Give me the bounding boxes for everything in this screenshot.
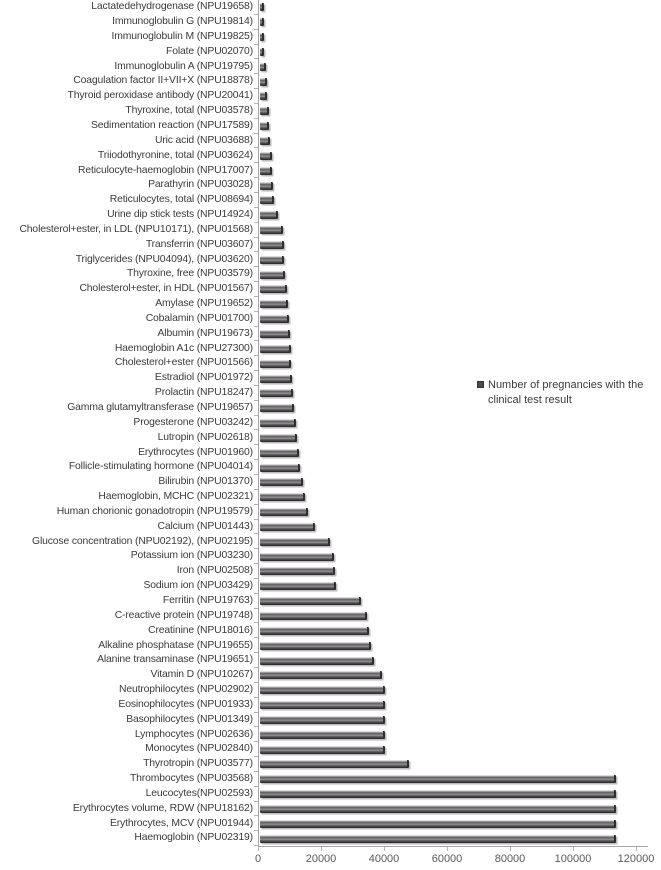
category-label: Haemoglobin, MCHC (NPU02321) (98, 491, 253, 503)
bar-track (260, 698, 648, 713)
bar-track (260, 327, 648, 342)
bar-track (260, 45, 648, 60)
bar-track (260, 460, 648, 475)
bar (260, 686, 385, 694)
bar (260, 375, 292, 383)
bar (260, 92, 267, 100)
category-label: Vitamin D (NPU10267) (150, 669, 253, 681)
category-label: Potassium ion (NPU03230) (130, 550, 253, 562)
x-tick-label: 60000 (431, 853, 463, 865)
category-row (0, 30, 648, 45)
bar (260, 449, 299, 457)
bar-track (260, 134, 648, 149)
bar (260, 627, 369, 635)
category-row (0, 713, 648, 728)
bar-track (260, 564, 648, 579)
category-row (0, 490, 648, 505)
bar-track (260, 757, 648, 772)
category-label: Triglycerides (NPU04094), (NPU03620) (75, 253, 253, 265)
x-tick-mark (510, 847, 511, 851)
bar (260, 731, 385, 739)
bar (260, 701, 385, 709)
category-label: Parathyrin (NPU03028) (148, 179, 253, 191)
bar-track (260, 638, 648, 653)
category-row (0, 104, 648, 119)
category-row (0, 119, 648, 134)
category-row (0, 534, 648, 549)
bar-track (260, 312, 648, 327)
category-row (0, 0, 648, 15)
x-tick-mark (321, 847, 322, 851)
category-label: Thyroxine, free (NPU03579) (126, 268, 253, 280)
category-label: Immunoglobulin A (NPU19795) (114, 60, 253, 72)
category-row (0, 802, 648, 817)
bar (260, 538, 330, 546)
bar-track (260, 148, 648, 163)
bar-track (260, 772, 648, 787)
category-label: Alanine transaminase (NPU19651) (97, 654, 253, 666)
bar (260, 790, 616, 798)
bar-track (260, 238, 648, 253)
bar-track (260, 802, 648, 817)
bar-track (260, 475, 648, 490)
category-row (0, 564, 648, 579)
category-label: Prolactin (NPU18247) (154, 387, 253, 399)
category-row (0, 89, 648, 104)
category-row (0, 252, 648, 267)
category-row (0, 668, 648, 683)
bar (260, 567, 335, 575)
category-row (0, 653, 648, 668)
category-row (0, 772, 648, 787)
bar (260, 137, 270, 145)
category-label: Immunoglobulin G (NPU19814) (112, 16, 253, 28)
bar-track (260, 267, 648, 282)
bar (260, 360, 291, 368)
bar (260, 78, 267, 86)
bar (260, 33, 264, 41)
bar-track (260, 579, 648, 594)
category-row (0, 683, 648, 698)
category-label: Reticulocytes, total (NPU08694) (109, 194, 253, 206)
category-row (0, 787, 648, 802)
category-row (0, 579, 648, 594)
category-label: Creatinine (NPU18016) (148, 624, 253, 636)
bar-track (260, 356, 648, 371)
category-label: Thyroid peroxidase antibody (NPU20041) (67, 90, 253, 102)
bar (260, 716, 385, 724)
bar (260, 167, 272, 175)
category-label: Gamma glutamyltransferase (NPU19657) (67, 402, 253, 413)
category-row (0, 356, 648, 371)
bar-track (260, 505, 648, 520)
category-label: Thyrotropin (NPU03577) (143, 758, 253, 770)
bar (260, 345, 291, 353)
category-row (0, 831, 648, 846)
bar (260, 478, 303, 486)
bar (260, 330, 290, 338)
category-row (0, 193, 648, 208)
bar-track (260, 104, 648, 119)
bar-track (260, 549, 648, 564)
category-row (0, 208, 648, 223)
bar (260, 152, 272, 160)
bar-track (260, 609, 648, 624)
category-row (0, 520, 648, 535)
bar-track (260, 490, 648, 505)
category-row (0, 134, 648, 149)
category-row (0, 816, 648, 831)
category-label: Calcium (NPU01443) (157, 520, 253, 532)
category-row (0, 594, 648, 609)
bar-track (260, 520, 648, 535)
x-axis (0, 846, 661, 870)
x-tick-label: 20000 (305, 853, 337, 865)
bar (260, 271, 285, 279)
bar (260, 582, 336, 590)
category-label: Erythrocytes, MCV (NPU01944) (109, 817, 253, 829)
bar (260, 122, 269, 130)
bar (260, 256, 284, 264)
x-tick-mark (384, 847, 385, 851)
category-row (0, 59, 648, 74)
x-tick-label: 120000 (617, 853, 655, 865)
category-label: Alkaline phosphatase (NPU19655) (98, 639, 253, 651)
category-row (0, 623, 648, 638)
bar-track (260, 445, 648, 460)
x-tick-label: 80000 (494, 853, 526, 865)
category-label: Cholesterol+ester, in LDL (NPU10171), (NPU01568) (19, 223, 253, 235)
category-row (0, 45, 648, 60)
bar-track (260, 713, 648, 728)
category-label: Haemoglobin (NPU02319) (134, 832, 253, 844)
category-label: Erythrocytes volume, RDW (NPU18162) (72, 802, 253, 814)
category-row (0, 238, 648, 253)
legend-marker-icon (477, 381, 484, 388)
bar-track (260, 208, 648, 223)
category-row (0, 223, 648, 238)
bar (260, 419, 296, 427)
category-row (0, 757, 648, 772)
category-row (0, 148, 648, 163)
category-label: Monocytes (NPU02840) (145, 743, 253, 755)
bar (260, 746, 385, 754)
category-row (0, 267, 648, 282)
category-label: Erythrocytes (NPU01960) (138, 446, 253, 458)
category-row (0, 430, 648, 445)
bar-track (260, 89, 648, 104)
x-tick-mark (636, 847, 637, 851)
bar (260, 226, 283, 234)
bar (260, 389, 293, 397)
category-row (0, 297, 648, 312)
bar (260, 657, 374, 665)
bar-track (260, 74, 648, 89)
category-label: Albumin (NPU19673) (157, 327, 253, 339)
category-label: Urine dip stick tests (NPU14924) (107, 209, 253, 221)
category-label: Immunoglobulin M (NPU19825) (111, 30, 253, 42)
category-row (0, 549, 648, 564)
bar-track (260, 193, 648, 208)
bar-track (260, 594, 648, 609)
bar (260, 597, 361, 605)
bar-track (260, 119, 648, 134)
category-label: Cobalamin (NPU01700) (145, 312, 253, 324)
category-row (0, 609, 648, 624)
category-label: Iron (NPU02508) (176, 565, 253, 577)
category-row (0, 727, 648, 742)
bar (260, 182, 273, 190)
category-label: Cholesterol+ester, in HDL (NPU01567) (79, 283, 253, 295)
category-label: Leucocytes(NPU02593) (145, 787, 253, 799)
category-label: Neutrophilocytes (NPU02902) (119, 684, 253, 696)
bar-track (260, 727, 648, 742)
bar (260, 241, 284, 249)
x-tick-label: 40000 (368, 853, 400, 865)
bar (260, 612, 367, 620)
category-label: Sedimentation reaction (NPU17589) (91, 119, 253, 131)
bar (260, 315, 289, 323)
bar-track (260, 297, 648, 312)
category-row (0, 475, 648, 490)
category-row (0, 178, 648, 193)
bar-track (260, 282, 648, 297)
bar (260, 464, 300, 472)
bar (260, 18, 264, 26)
bar (260, 820, 616, 828)
bar-track (260, 252, 648, 267)
bar (260, 300, 288, 308)
bar-track (260, 430, 648, 445)
bar (260, 211, 278, 219)
category-row (0, 742, 648, 757)
bar (260, 404, 294, 412)
category-label: Uric acid (NPU03688) (154, 134, 253, 146)
bar-track (260, 831, 648, 846)
category-label: Ferritin (NPU19763) (162, 594, 253, 606)
x-tick-mark (258, 847, 259, 851)
bar-track (260, 668, 648, 683)
bar-track (260, 0, 648, 15)
bar (260, 671, 382, 679)
category-row (0, 282, 648, 297)
category-label: Progesterone (NPU03242) (133, 416, 253, 428)
bar (260, 760, 409, 768)
category-row (0, 15, 648, 30)
x-tick-label: 100000 (554, 853, 592, 865)
category-label: Coagulation factor II+VII+X (NPU18878) (73, 75, 253, 87)
category-row (0, 460, 648, 475)
bar (260, 63, 266, 71)
category-row (0, 341, 648, 356)
category-row (0, 638, 648, 653)
category-row (0, 445, 648, 460)
category-label: Human chorionic gonadotropin (NPU19579) (56, 505, 253, 517)
bar (260, 775, 616, 783)
category-label: Lutropin (NPU02618) (157, 431, 253, 443)
bar-track (260, 534, 648, 549)
x-tick-label: 0 (254, 853, 262, 865)
category-label: C-reactive protein (NPU19748) (114, 609, 253, 621)
bar (260, 107, 269, 115)
legend (477, 378, 659, 407)
bar-track (260, 59, 648, 74)
bar-track (260, 653, 648, 668)
bar-track (260, 416, 648, 431)
category-row (0, 505, 648, 520)
category-row (0, 312, 648, 327)
bar-track (260, 223, 648, 238)
category-label: Follicle-stimulating hormone (NPU04014) (68, 461, 253, 473)
bar (260, 285, 287, 293)
category-row (0, 74, 648, 89)
category-label: Transferrin (NPU03607) (145, 238, 253, 250)
category-label: Folate (NPU02070) (166, 45, 253, 57)
bar-track (260, 787, 648, 802)
category-label: Eosinophilocytes (NPU01933) (118, 698, 253, 710)
category-label: Sodium ion (NPU03429) (143, 580, 253, 592)
bar (260, 523, 315, 531)
legend-label: Number of pregnancies with the clinical test result (488, 379, 644, 406)
bar-track (260, 742, 648, 757)
category-label: Amylase (NPU19652) (155, 298, 253, 310)
bar-track (260, 683, 648, 698)
bar-track (260, 15, 648, 30)
category-label: Cholesterol+ester (NPU01566) (114, 357, 253, 369)
category-label: Glucose concentration (NPU02192), (NPU02195) (32, 535, 253, 547)
category-label: Basophilocytes (NPU01349) (126, 713, 253, 725)
bar (260, 434, 297, 442)
x-tick-mark (573, 847, 574, 851)
category-label: Bilirubin (NPU01370) (158, 476, 253, 488)
bar (260, 553, 334, 561)
category-row (0, 163, 648, 178)
bar (260, 196, 274, 204)
category-label: Lactatedehydrogenase (NPU19658) (91, 1, 253, 13)
category-label: Estradiol (NPU01972) (154, 372, 253, 384)
bar (260, 805, 616, 813)
bar (260, 3, 264, 11)
category-label: Thyroxine, total (NPU03578) (125, 105, 253, 117)
x-tick-mark (447, 847, 448, 851)
bar (260, 493, 305, 501)
category-label: Thrombocytes (NPU03568) (129, 773, 253, 785)
bar-track (260, 178, 648, 193)
x-axis-line (258, 846, 648, 847)
bar-track (260, 623, 648, 638)
category-label: Triiodothyronine, total (NPU03624) (97, 149, 253, 161)
category-row (0, 416, 648, 431)
bar-track (260, 816, 648, 831)
bar-track (260, 163, 648, 178)
category-label: Haemoglobin A1c (NPU27300) (114, 342, 253, 354)
category-label: Lymphocytes (NPU02636) (134, 728, 253, 740)
bar (260, 835, 616, 843)
category-label: Reticulocyte-haemoglobin (NPU17007) (78, 164, 253, 176)
bar-track (260, 30, 648, 45)
category-row (0, 698, 648, 713)
category-row (0, 327, 648, 342)
bar (260, 508, 308, 516)
bar (260, 642, 371, 650)
bar (260, 48, 264, 56)
bar-track (260, 341, 648, 356)
